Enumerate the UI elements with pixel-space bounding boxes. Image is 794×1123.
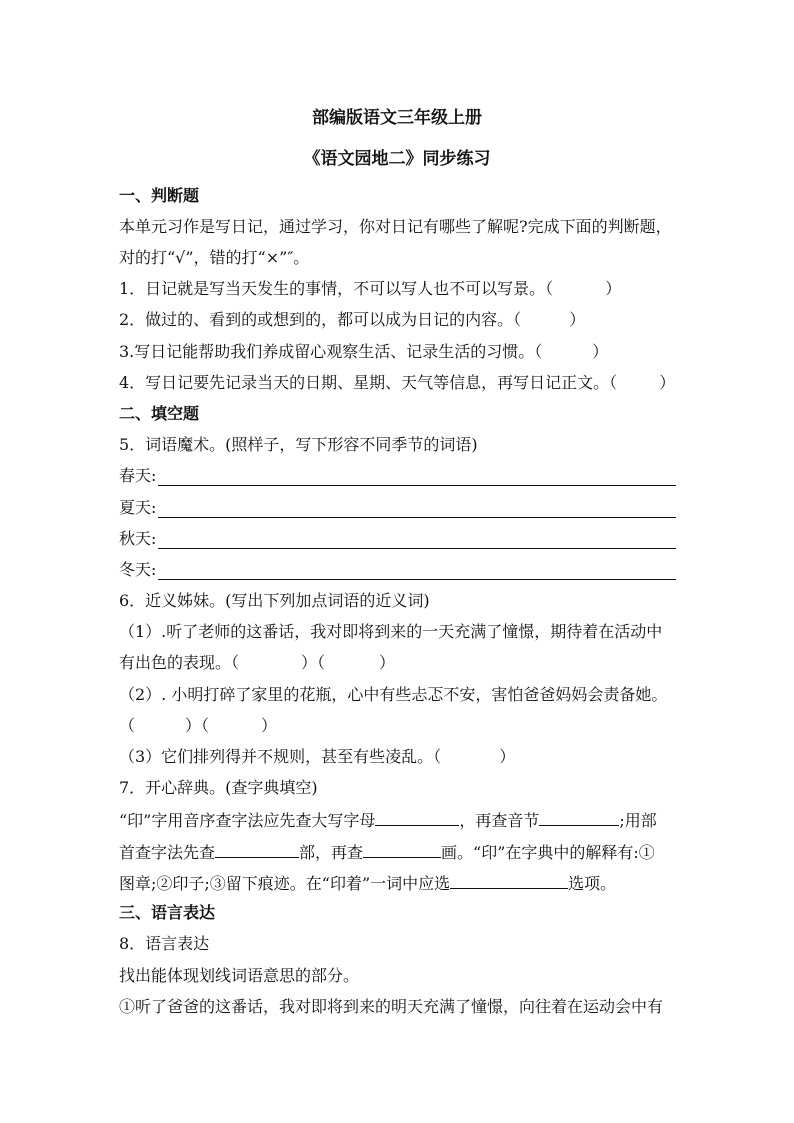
answer-blank-radical[interactable] bbox=[215, 841, 299, 858]
paren-open: （ bbox=[201, 716, 210, 735]
paren-close: ） bbox=[301, 653, 318, 672]
question-3-text: 3.写日记能帮助我们养成留心观察生活、记录生活的习惯。（ bbox=[119, 342, 543, 361]
question-8: 8．语言表达 bbox=[119, 934, 210, 953]
paren-close: ） bbox=[379, 653, 396, 672]
question-4-text: 4．写日记要先记录当天的日期、星期、天气等信息，再写日记正文。（ bbox=[119, 373, 618, 392]
question-6: 6．近义姊妹。(写出下列加点词语的近义词) bbox=[119, 591, 430, 610]
question-6-2-line1: （2）. 小明打碎了家里的花瓶，心中有些忐忑不安，害怕爸爸妈妈会责备她。 bbox=[119, 685, 668, 704]
answer-blank-strokes[interactable] bbox=[363, 841, 441, 858]
section-heading-expression: 三、语言表达 bbox=[119, 903, 216, 922]
question-8-intro: 找出能体现划线词语意思的部分。 bbox=[119, 966, 360, 985]
section1-intro-line1: 本单元习作是写日记，通过学习，你对日记有哪些了解呢?完成下面的判断题， bbox=[119, 217, 672, 236]
question-6-2-line2 bbox=[119, 716, 676, 736]
question-7-text-a2: ，再查音节 bbox=[459, 811, 540, 830]
summer-label: 夏天: bbox=[119, 498, 157, 517]
section-heading-fill: 二、填空题 bbox=[119, 404, 200, 423]
question-7-text-b2: 部，再查 bbox=[299, 843, 364, 862]
winter-row bbox=[119, 560, 676, 580]
question-7-text-a1: “印”字用音序查字法应先查大写字母 bbox=[119, 811, 376, 830]
question-7-text-a3: ;用部 bbox=[619, 811, 657, 830]
question-2 bbox=[119, 310, 676, 330]
question-3 bbox=[119, 342, 676, 362]
question-6-1-line2 bbox=[119, 653, 676, 673]
autumn-label: 秋天: bbox=[119, 529, 157, 548]
spring-label: 春天: bbox=[119, 466, 157, 485]
paren-open: （ bbox=[119, 716, 136, 735]
paren-close: ） bbox=[499, 747, 516, 766]
question-8-1: ①听了爸爸的这番话，我对即将到来的明天充满了憧憬，向往着在运动会中有 bbox=[119, 997, 664, 1016]
question-5: 5．词语魔术。(照样子，写下形容不同季节的词语) bbox=[119, 435, 478, 454]
autumn-row bbox=[119, 529, 676, 549]
answer-blank-letter[interactable] bbox=[375, 809, 459, 826]
paren-close: ） bbox=[185, 716, 202, 735]
question-7-line2 bbox=[119, 841, 676, 863]
question-7-text-b3: 画。“印”在字典中的解释有:① bbox=[441, 843, 655, 862]
question-7: 7．开心辞典。(查字典填空) bbox=[119, 778, 318, 797]
paren-close: ） bbox=[592, 342, 609, 361]
question-7-line1 bbox=[119, 809, 676, 831]
question-2-text: 2．做过的、看到的或想到的，都可以成为日记的内容。（ bbox=[119, 310, 522, 329]
question-7-text-c1: 图章;②印子;③留下痕迹。在“印着”一词中应选 bbox=[119, 874, 451, 893]
answer-blank-option[interactable] bbox=[450, 872, 568, 889]
summer-row bbox=[119, 498, 676, 518]
paren-close: ） bbox=[261, 716, 278, 735]
section1-intro-line2: 对的打“√”，错的打“×”″。 bbox=[119, 248, 310, 267]
question-7-text-c2: 选项。 bbox=[568, 874, 617, 893]
question-6-1-line1: （1）.听了老师的这番话，我对即将到来的一天充满了憧憬，期待着在活动中 bbox=[119, 622, 663, 641]
question-6-1-text: 有出色的表现。（ bbox=[119, 653, 240, 672]
spring-answer-line[interactable] bbox=[158, 469, 676, 486]
winter-label: 冬天: bbox=[119, 560, 157, 579]
paren-close: ） bbox=[605, 279, 622, 298]
question-7-text-b1: 首查字法先查 bbox=[119, 843, 216, 862]
question-6-3-text: （3）它们排列得并不规则，甚至有些凌乱。（ bbox=[119, 747, 442, 766]
paren-close: ） bbox=[659, 373, 676, 392]
spring-row bbox=[119, 466, 676, 486]
page-title: 部编版语文三年级上册 bbox=[312, 108, 482, 128]
question-7-line3 bbox=[119, 872, 676, 894]
question-4 bbox=[119, 373, 676, 393]
question-1-text: 1．日记就是写当天发生的事情，不可以写人也不可以写景。（ bbox=[119, 279, 554, 298]
question-1 bbox=[119, 279, 676, 299]
autumn-answer-line[interactable] bbox=[158, 532, 676, 549]
answer-blank-syllable[interactable] bbox=[539, 809, 619, 826]
winter-answer-line[interactable] bbox=[158, 563, 676, 580]
page-subtitle: 《语文园地二》同步练习 bbox=[303, 149, 491, 169]
paren-close: ） bbox=[569, 310, 586, 329]
section-heading-judgement: 一、判断题 bbox=[119, 186, 200, 205]
summer-answer-line[interactable] bbox=[158, 501, 676, 518]
paren-open: （ bbox=[317, 653, 326, 672]
question-6-3 bbox=[119, 747, 676, 767]
